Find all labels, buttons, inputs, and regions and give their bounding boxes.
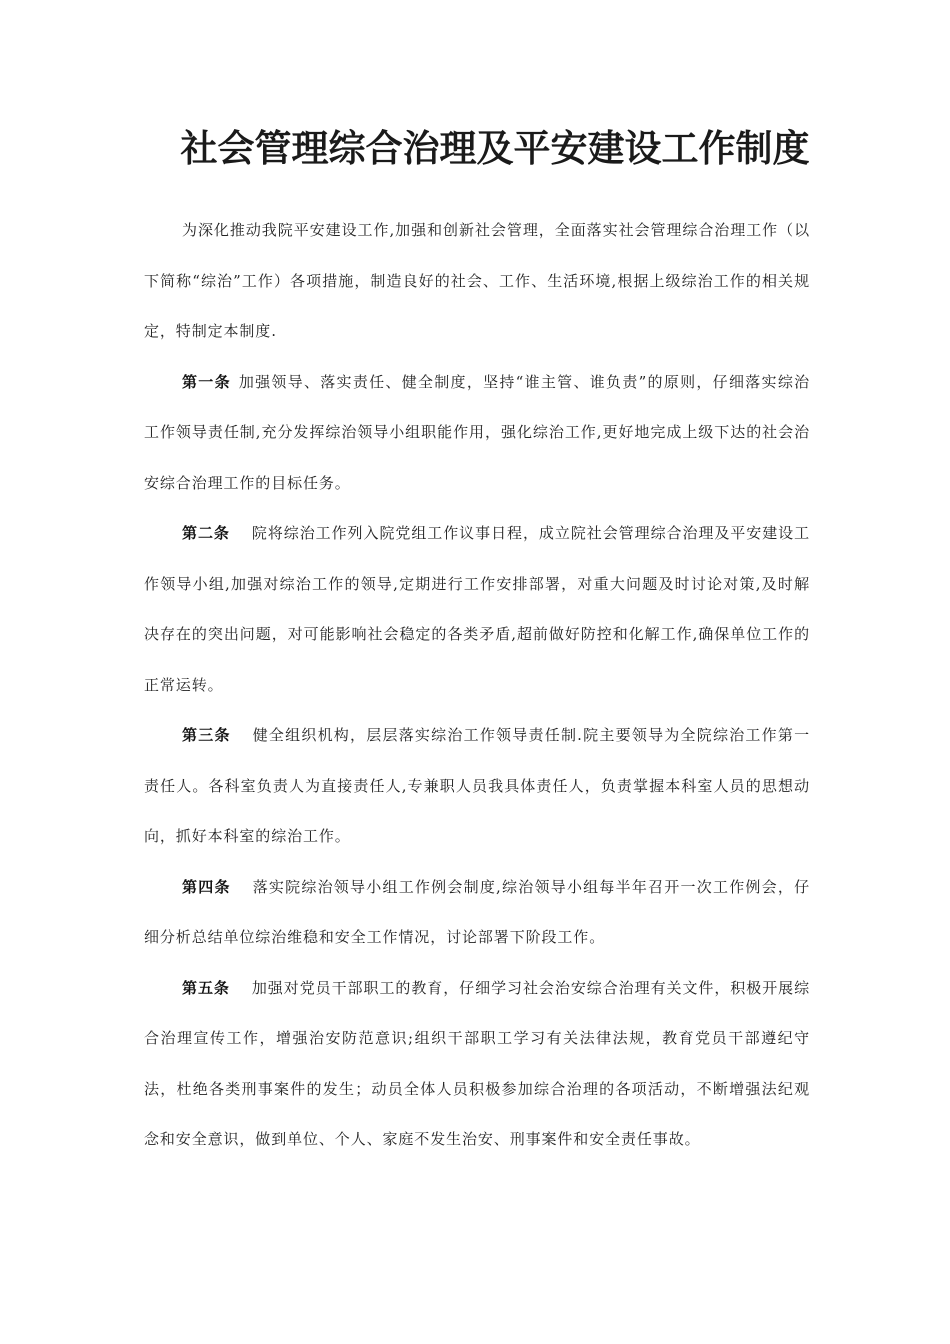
article-1-text: 加强领导、落实责任、健全制度，坚持“谁主管、谁负责”的原则，仔细落实综治工作领导责任制,充分发挥综治领导小组职能作用，强化综治工作,更好地完成上级下达的社会治安综合治理工作的目标任务。 xyxy=(144,372,810,492)
document-title: 社会管理综合治理及平安建设工作制度 xyxy=(180,126,810,170)
article-1-number: 第一条 xyxy=(182,372,231,391)
document-body xyxy=(144,205,810,1165)
intro-paragraph: 为深化推动我院平安建设工作,加强和创新社会管理，全面落实社会管理综合治理工作（以下简称“综治”工作）各项措施，制造良好的社会、工作、生活环境,根据上级综治工作的相关规定，特制定本制度. xyxy=(144,221,810,340)
article-3-text: 健全组织机构，层层落实综治工作领导责任制.院主要领导为全院综治工作第一责任人。各科室负责人为直接责任人,专兼职人员我具体责任人，负责掌握本科室人员的思想动向，抓好本科室的综治工作。 xyxy=(144,726,811,845)
article-5 xyxy=(144,963,810,1165)
article-4-number: 第四条 xyxy=(182,877,231,896)
article-2-text: 院将综治工作列入院党组工作议事日程，成立院社会管理综合治理及平安建设工作领导小组,加强对综治工作的领导,定期进行工作安排部署，对重大问题及时讨论对策,及时解决存在的突出问题，对可能影响社会稳定的各类矛盾,超前做好防控和化解工作,确保单位工作的正常运转。 xyxy=(144,524,810,694)
article-5-text: 加强对党员干部职工的教育，仔细学习社会治安综合治理有关文件，积极开展综合治理宣传工作，增强治安防范意识;组织干部职工学习有关法律法规，教育党员干部遵纪守法，杜绝各类刑事案件的发生；动员全体人员积极参加综合治理的各项活动，不断增强法纪观念和安全意识，做到单位、个人、家庭不发生治安、刑事案件和安全责任事故。 xyxy=(144,978,810,1148)
article-1 xyxy=(144,357,810,509)
article-2 xyxy=(144,508,810,710)
article-5-number: 第五条 xyxy=(182,978,230,997)
article-4 xyxy=(144,862,810,963)
article-4-text: 落实院综治领导小组工作例会制度,综治领导小组每半年召开一次工作例会，仔细分析总结单位综治维稳和安全工作情况，讨论部署下阶段工作。 xyxy=(144,877,811,946)
article-3 xyxy=(144,710,810,862)
article-2-number: 第二条 xyxy=(182,524,230,542)
article-3-number: 第三条 xyxy=(182,726,231,744)
